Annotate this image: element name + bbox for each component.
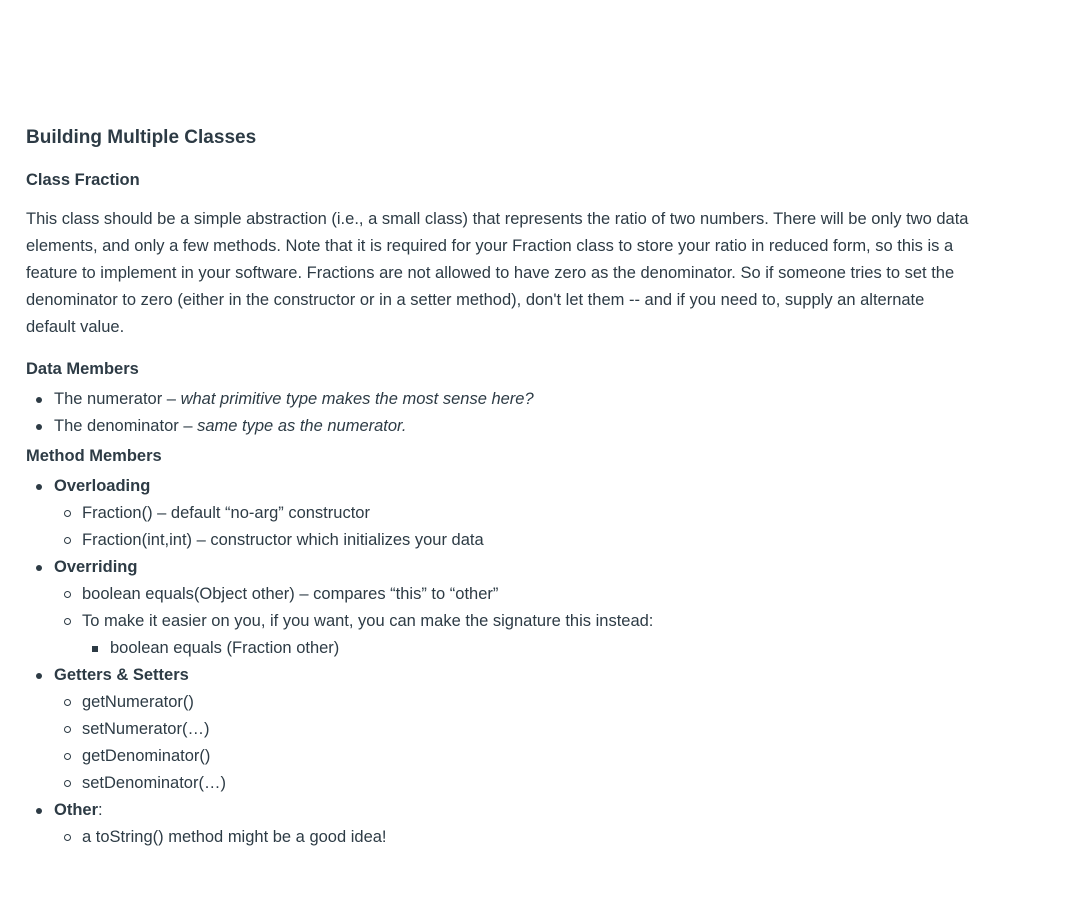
other-list [54,824,976,851]
method-members-list [26,473,976,851]
data-member-label: The denominator [54,417,179,436]
list-item: boolean equals(Object other) – compares “this” to “other” [54,581,976,608]
list-item [26,413,976,440]
data-member-note: what primitive type makes the most sense here? [180,390,534,409]
list-item: getNumerator() [54,689,976,716]
list-item: setNumerator(…) [54,716,976,743]
list-item [54,608,976,662]
class-fraction-heading: Class Fraction [26,171,140,189]
list-item-getters-setters [26,662,976,797]
list-item-other [26,797,976,851]
method-members-heading: Method Members [26,447,162,466]
other-label: Other [54,801,99,820]
list-item-overloading [26,473,976,554]
list-item: getDenominator() [54,743,976,770]
separator: – [162,390,181,409]
other-suffix: : [98,801,103,820]
overriding-label: Overriding [54,558,138,577]
list-item-text: To make it easier on you, if you want, you can make the signature this instead: [82,612,654,631]
page-title: Building Multiple Classes [26,127,257,148]
overriding-list [54,581,976,662]
list-item [26,386,976,413]
list-item: Fraction(int,int) – constructor which initializes your data [54,527,976,554]
list-item-overriding [26,554,976,662]
overriding-sub-list [82,635,976,662]
list-item: boolean equals (Fraction other) [82,635,976,662]
list-item: setDenominator(…) [54,770,976,797]
intro-paragraph: This class should be a simple abstraction (i.e., a small class) that represents the ratio of two numbers. There will be only two data elements, and only a few methods. Note that it is required for your Fraction class to store your ratio in reduced form, so this is a feature to implement in your software. Fractions are not allowed to have zero as the denominator. So if someone tries to set the denominator to zero (either in the constructor or in a setter method), don't let them -- and if you need to, supply an alternate default value. [26,210,969,337]
list-item: a toString() method might be a good idea! [54,824,976,851]
separator: – [178,417,198,436]
list-item: Fraction() – default “no-arg” constructor [54,500,976,527]
assignment-content [26,125,976,851]
data-members-list [26,386,976,440]
data-member-label: The numerator [54,390,163,409]
getters-setters-list [54,689,976,797]
getters-setters-label: Getters & Setters [54,666,189,685]
overloading-label: Overloading [54,477,151,496]
data-member-note: same type as the numerator. [197,417,407,436]
overloading-list [54,500,976,554]
data-members-heading: Data Members [26,360,139,379]
